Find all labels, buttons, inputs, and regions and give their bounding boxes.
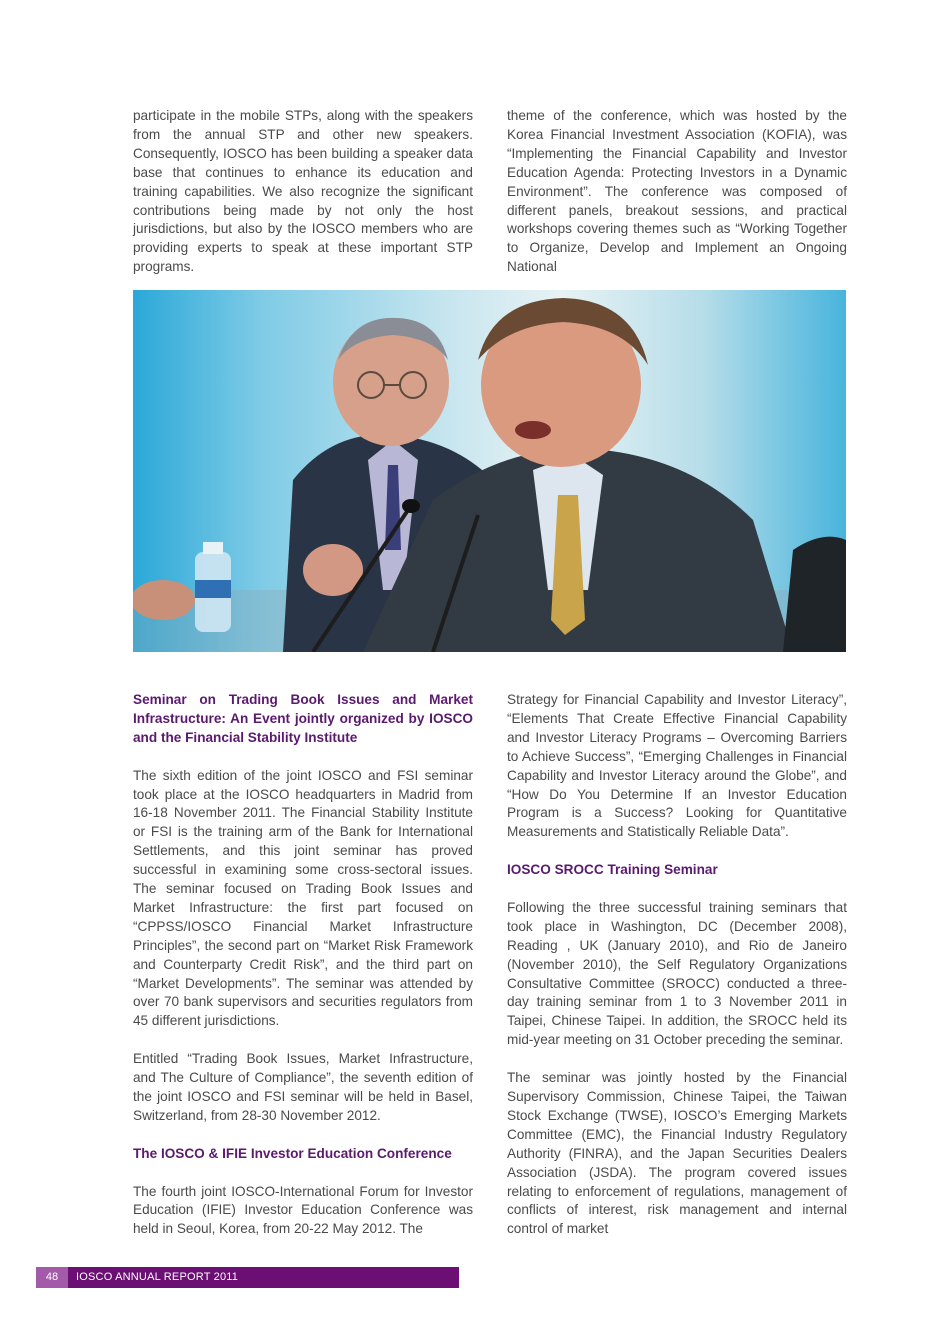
footer-report-title: IOSCO ANNUAL REPORT 2011 (76, 1271, 239, 1283)
trading-book-paragraph-1: The sixth edition of the joint IOSCO and FSI seminar took place at the IOSCO headquarters in Madrid from 16-18 November 2011. The Financial Stability Institute or FSI is the training arm of the Bank for International Settlements, and this joint seminar has proved successful in examining some cross-sectoral issues. The seminar focused on Trading Book Issues and Market Infrastructure: the first part focused on “CPPSS/IOSCO Financial Market Infrastructure Principles”, the second part on “Market Risk Framework and Counterparty Credit Risk”, and the third part on “Market Developments”. The seminar was attended by over 70 bank supervisors and securities regulators from 45 different jurisdictions. (133, 767, 473, 1029)
top-right-column (507, 107, 847, 277)
page-number: 48 (36, 1267, 68, 1288)
speakers-illustration (133, 290, 846, 652)
top-right-paragraph: theme of the conference, which was hosted by the Korea Financial Investment Association (KOFIA), was “Implementing the Financial Capability and Investor Education Agenda: Protecting Investors in a Dynamic Environment”. The conference was composed of different panels, breakout sessions, and practical workshops covering themes such as “Working Together to Organize, Develop and Implement an Ongoing National (507, 108, 847, 275)
top-left-column (133, 107, 473, 277)
ifie-continuation-paragraph: Strategy for Financial Capability and Investor Literacy”, “Elements That Create Effective Financial Capability and Investor Literacy Programs – Overcoming Barriers to Achieve Success”, “Emerging Challenges in Financial Capability and Investor Literacy around the Globe”, and “How Do You Determine If an Investor Education Program is a Success? Looking for Quantitative Measurements and Statistically Reliable Data”. (507, 692, 847, 840)
conference-photo (133, 290, 846, 652)
bottom-right-column (507, 691, 847, 1239)
bottom-left-column (133, 691, 473, 1239)
heading-srocc-seminar: IOSCO SROCC Training Seminar (507, 862, 718, 878)
heading-ifie-conference: The IOSCO & IFIE Investor Education Conference (133, 1145, 452, 1161)
trading-book-paragraph-2: Entitled “Trading Book Issues, Market Infrastructure, and The Culture of Compliance”, the seventh edition of the joint IOSCO and FSI seminar will be held in Basel, Switzerland, from 28-30 November 2012. (133, 1051, 473, 1123)
srocc-paragraph-2: The seminar was jointly hosted by the Financial Supervisory Commission, Chinese Taipei, the Taiwan Stock Exchange (TWSE), IOSCO’s Emerging Markets Committee (EMC), the Financial Industry Regulatory Authority (FINRA), and the Japan Securities Dealers Association (JSDA). The program covered issues relating to enforcement of regulations, management of conflicts of interest, risk management and internal control of market (507, 1070, 847, 1237)
ifie-paragraph-1: The fourth joint IOSCO-International Forum for Investor Education (IFIE) Investor Education Conference was held in Seoul, Korea, from 20-22 May 2012. The (133, 1183, 473, 1237)
heading-trading-book-seminar: Seminar on Trading Book Issues and Market Infrastructure: An Event jointly organized by IOSCO and the Financial Stability Institute (133, 692, 473, 745)
top-left-paragraph: participate in the mobile STPs, along with the speakers from the annual STP and other new speakers. Consequently, IOSCO has been building a speaker data base that continues to enhance its education and training capabilities. We also recognize the significant contributions being made by not only the host jurisdictions, but also by the IOSCO members who are providing experts to speak at these important STP programs. (133, 108, 473, 275)
srocc-paragraph-1: Following the three successful training seminars that took place in Washington, DC (December 2008), Reading , UK (January 2010), and Rio de Janeiro (November 2010), the Self Regulatory Organizations Consultative Committee (SROCC) conducted a three-day training seminar from 1 to 3 November 2011 in Taipei, Chinese Taipei. In addition, the SROCC held its mid-year meeting on 31 October preceding the seminar. (507, 899, 847, 1048)
